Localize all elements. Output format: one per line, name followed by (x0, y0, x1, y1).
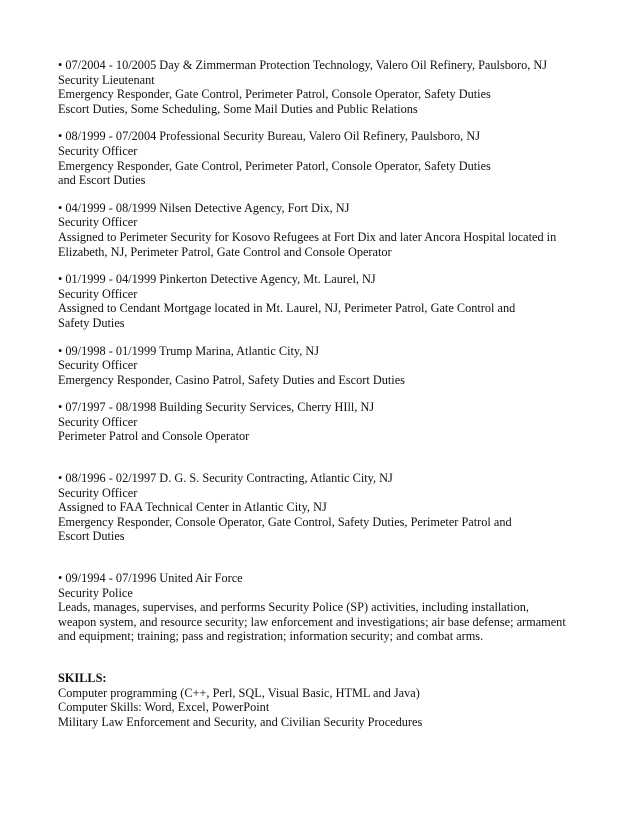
spacer (58, 444, 618, 471)
job-entry-building-security-services (58, 400, 618, 444)
spacer (58, 387, 618, 400)
job-title: Security Officer (58, 414, 138, 429)
job-duties-line: Perimeter Patrol and Console Operator (58, 429, 250, 444)
job-title: Security Officer (58, 286, 138, 301)
job-header: • 08/1996 - 02/1997 D. G. S. Security Contracting, Atlantic City, NJ (58, 471, 393, 486)
job-duties-line: Leads, manages, supervises, and performs Security Police (SP) activities, including installation, (58, 600, 529, 615)
job-duties-line: Emergency Responder, Console Operator, Gate Control, Safety Duties, Perimeter Patrol and (58, 514, 512, 529)
job-title: Security Officer (58, 215, 138, 230)
job-header: • 07/2004 - 10/2005 Day & Zimmerman Protection Technology, Valero Oil Refinery, Paulsboro, NJ (58, 58, 548, 72)
job-header: • 08/1999 - 07/2004 Professional Security Bureau, Valero Oil Refinery, Paulsboro, NJ (58, 129, 480, 144)
job-entry-trump-marina (58, 344, 618, 388)
job-entry-dgs-security-contracting (58, 471, 618, 544)
job-duties-line: Assigned to FAA Technical Center in Atlantic City, NJ (58, 500, 327, 515)
job-duties-line: Emergency Responder, Gate Control, Perimeter Patrol, Console Operator, Safety Duties (58, 87, 491, 102)
job-duties-line: Safety Duties (58, 315, 125, 330)
job-duties-line: Escort Duties, Some Scheduling, Some Mail Duties and Public Relations (58, 101, 418, 116)
job-duties-line: Emergency Responder, Casino Patrol, Safety Duties and Escort Duties (58, 372, 405, 387)
job-entry-united-air-force (58, 571, 618, 644)
spacer (58, 644, 618, 671)
job-entry-day-zimmerman (58, 58, 618, 116)
job-header: • 07/1997 - 08/1998 Building Security Services, Cherry HIll, NJ (58, 400, 375, 415)
skills-line: Computer programming (C++, Perl, SQL, Visual Basic, HTML and Java) (58, 685, 420, 700)
job-title: Security Lieutenant (58, 72, 155, 87)
job-duties-line: Escort Duties (58, 529, 125, 544)
resume-page (58, 58, 618, 729)
job-duties-line: weapon system, and resource security; law enforcement and investigations; air base defense; armament (58, 614, 566, 629)
job-title: Security Officer (58, 485, 138, 500)
job-duties-line: and equipment; training; pass and registration; information security; and combat arms. (58, 629, 484, 644)
job-duties-line: Assigned to Perimeter Security for Kosovo Refugees at Fort Dix and later Ancora Hospital located in (58, 229, 557, 244)
job-title: Security Officer (58, 143, 138, 158)
skills-heading: SKILLS: (58, 671, 107, 685)
job-entry-pinkerton (58, 272, 618, 330)
job-title: Security Officer (58, 358, 138, 373)
job-duties-line: and Escort Duties (58, 173, 146, 188)
job-duties-line: Emergency Responder, Gate Control, Perimeter Patorl, Console Operator, Safety Duties (58, 158, 491, 173)
spacer (58, 331, 618, 344)
skills-line: Computer Skills: Word, Excel, PowerPoint (58, 700, 270, 715)
spacer (58, 188, 618, 201)
job-header: • 09/1998 - 01/1999 Trump Marina, Atlantic City, NJ (58, 343, 320, 358)
job-duties-line: Assigned to Cendant Mortgage located in Mt. Laurel, NJ, Perimeter Patrol, Gate Control and (58, 301, 516, 316)
spacer (58, 259, 618, 272)
job-header: • 09/1994 - 07/1996 United Air Force (58, 571, 243, 586)
job-header: • 01/1999 - 04/1999 Pinkerton Detective Agency, Mt. Laurel, NJ (58, 272, 376, 287)
spacer (58, 116, 618, 129)
job-title: Security Police (58, 585, 133, 600)
skills-line: Military Law Enforcement and Security, and Civilian Security Procedures (58, 714, 423, 729)
job-duties-line: Elizabeth, NJ, Perimeter Patrol, Gate Control and Console Operator (58, 244, 392, 259)
job-entry-professional-security-bureau (58, 129, 618, 187)
job-header: • 04/1999 - 08/1999 Nilsen Detective Agency, Fort Dix, NJ (58, 200, 350, 215)
job-entry-nilsen-detective-agency (58, 201, 618, 259)
skills-section (58, 671, 618, 729)
spacer (58, 544, 618, 571)
